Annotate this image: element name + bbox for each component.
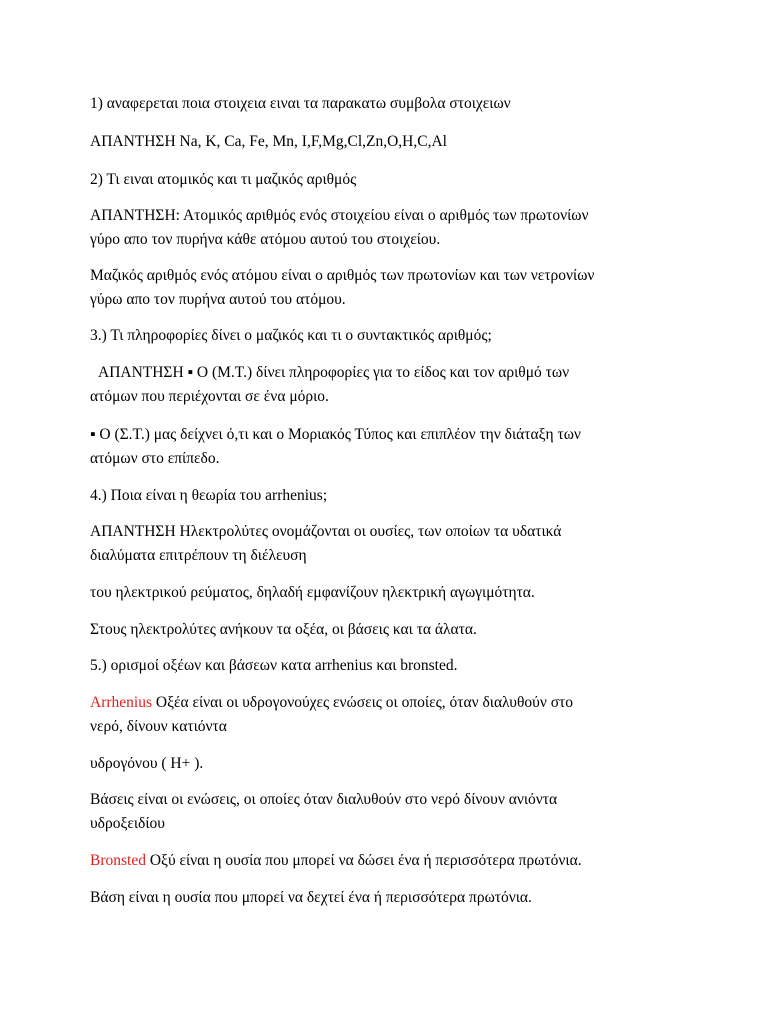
- answer-5-line-2: νερό, δίνουν κατιόντα: [90, 718, 227, 735]
- bronsted-label: Bronsted: [90, 852, 146, 869]
- answer-5-line-7: Βάση είναι η ουσία που μπορεί να δεχτεί ένα ή περισσότερα πρωτόνια.: [90, 889, 532, 906]
- answer-3b-line-1: ▪ Ο (Σ.Τ.) μας δείχνει ό,τι και ο Μοριακός Τύπος και επιπλέον την διάταξη των: [90, 426, 581, 443]
- answer-3-line-1: ΑΠΑΝΤΗΣΗ ▪ Ο (Μ.Τ.) δίνει πληροφορίες για το είδος και τον αριθμό των: [98, 364, 570, 381]
- answer-5-bronsted-line: [90, 849, 710, 873]
- answer-3-line-2: ατόμων που περιέχονται σε ένα μόριο.: [90, 388, 329, 405]
- question-5: 5.) ορισμοί οξέων και βάσεων κατα arrhenius και bronsted.: [90, 657, 458, 674]
- question-1: 1) αναφερεται ποια στοιχεια ειναι τα παρακατω συμβολα στοιχειων: [90, 95, 511, 112]
- question-3: 3.) Τι πληροφορίες δίνει ο μαζικός και τι ο συντακτικός αριθμός;: [90, 327, 492, 344]
- answer-4-line-1: ΑΠΑΝΤΗΣΗ Ηλεκτρολύτες ονομάζονται οι ουσίες, των οποίων τα υδατικά: [90, 523, 562, 540]
- answer-2b-line-1: Μαζικός αριθμός ενός ατόμου είναι ο αριθμός των πρωτονίων και των νετρονίων: [90, 267, 595, 284]
- answer-2-line-1: ΑΠΑΝΤΗΣΗ: Ατομικός αριθμός ενός στοιχείου είναι ο αριθμός των πρωτονίων: [90, 207, 589, 224]
- answer-5-arrhenius-line-1: [90, 691, 710, 715]
- question-2: 2) Τι ειναι ατομικός και τι μαζικός αριθμός: [90, 171, 357, 188]
- answer-1: ΑΠΑΝΤΗΣΗ Na, K, Ca, Fe, Mn, I,F,Mg,Cl,Zn,O,H,C,Al: [90, 133, 447, 150]
- answer-5-line-5: υδροξειδίου: [90, 815, 165, 832]
- answer-5-line-3: υδρογόνου ( H+ ).: [90, 755, 204, 772]
- answer-3b-line-2: ατόμων στο επίπεδο.: [90, 450, 220, 467]
- answer-2b-line-2: γύρω απο τον πυρήνα αυτού του ατόμου.: [90, 291, 346, 308]
- arrhenius-text: Οξέα είναι οι υδρογονούχες ενώσεις οι οποίες, όταν διαλυθούν στο: [152, 694, 574, 711]
- answer-4-line-2: διαλύματα επιτρέπουν τη διέλευση: [90, 547, 307, 564]
- answer-5-line-4: Βάσεις είναι οι ενώσεις, οι οποίες όταν διαλυθούν στο νερό δίνουν ανιόντα: [90, 791, 558, 808]
- answer-2-line-2: γύρο απο τον πυρήνα κάθε ατόμου αυτού του στοιχείου.: [90, 231, 441, 248]
- answer-4-line-4: Στους ηλεκτρολύτες ανήκουν τα οξέα, οι βάσεις και τα άλατα.: [90, 621, 477, 638]
- answer-4-line-3: του ηλεκτρικού ρεύματος, δηλαδή εμφανίζουν ηλεκτρική αγωγιμότητα.: [90, 584, 535, 601]
- bronsted-text: Οξύ είναι η ουσία που μπορεί να δώσει ένα ή περισσότερα πρωτόνια.: [145, 852, 582, 869]
- question-4: 4.) Ποια είναι η θεωρία του arrhenius;: [90, 487, 328, 504]
- arrhenius-label: Arrhenius: [90, 694, 152, 711]
